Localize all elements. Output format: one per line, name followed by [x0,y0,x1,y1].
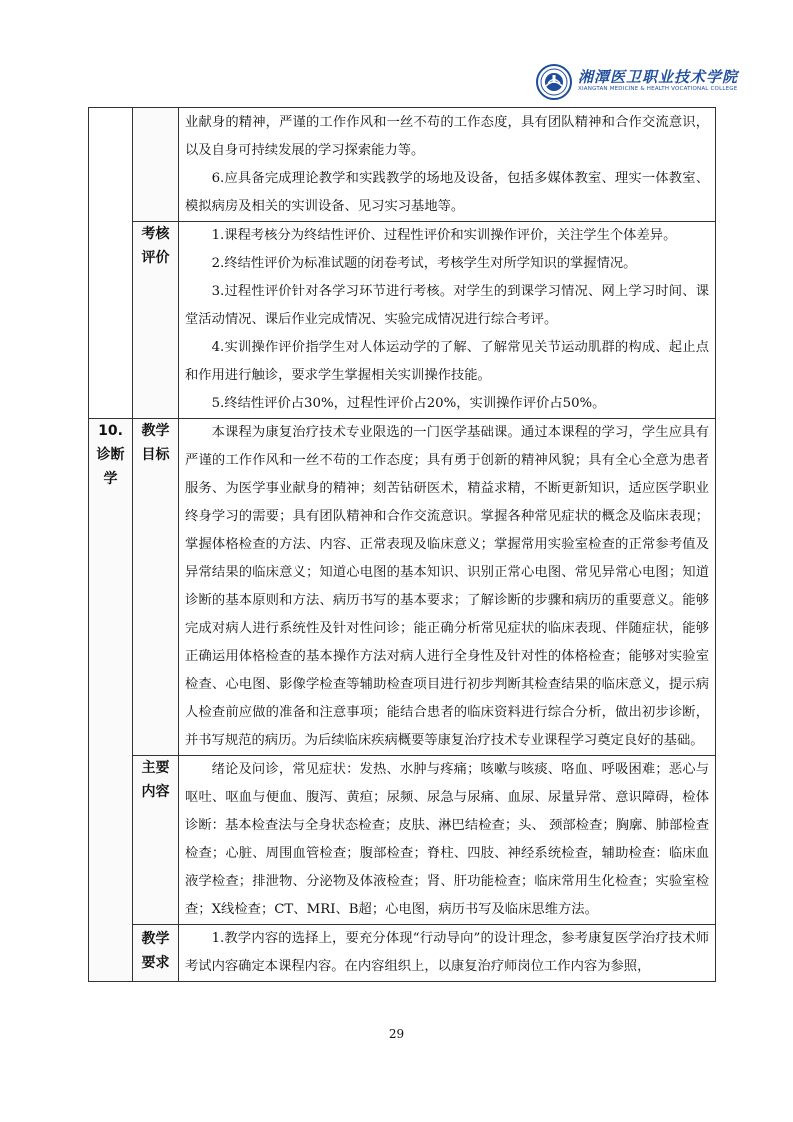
goals-text: 本课程为康复治疗技术专业限选的一门医学基础课。通过本课程的学习，学生应具有严谨的工作作风和一丝不苟的工作态度；具有勇于创新的精神风貌；具有全心全意为患者服务、为医学事业献身的精神；刻苦钻研医术，精益求精，不断更新知识，适应医学职业终身学习的需要；具有团队精神和合作交流意识。掌握各种常见症状的概念及临床表现；掌握体格检查的方法、内容、正常表现及临床意义；掌握常用实验室检查的正常参考值及异常结果的临床意义；知道心电图的基本知识、识别正常心电图、常见异常心电图；知道诊断的基本原则和方法、病历书写的基本要求；了解诊断的步骤和病历的重要意义。能够完成对病人进行系统性及针对性问诊；能正确分析常见症状的临床表现、伴随症状，能够正确运用体格检查的基本操作方法对病人进行全身性及针对性的体格检查；能够对实验室检查、心电图、影像学检查等辅助检查项目进行初步判断其检查结果的临床意义，提示病人检查前应做的准备和注意事项；能结合患者的临床资料进行综合分析，做出初步诊断，并书写规范的病历。为后续临床疾病概要等康复治疗技术专业课程学习奠定良好的基础。 [185,425,709,748]
requirements-content-cell [179,925,716,982]
requirements-label: 教学要求 [141,931,170,971]
conditions-label-cell [133,108,179,222]
assessment-paragraph: 4.实训操作评价指学生对人体运动学的了解、了解常见关节运动肌群的构成、起止点和作用进行触诊，要求学生掌握相关实训操作技能。 [185,340,709,383]
prev-course-cell [89,108,133,419]
assessment-paragraph: 5.终结性评价占30%，过程性评价占20%，实训操作评价占50%。 [211,396,606,411]
course-name-cell [89,419,133,982]
college-name-en: XIANGTAN MEDICINE & HEALTH VOCATIONAL COLLEGE [578,86,738,92]
requirements-text: 1.教学内容的选择上，要充分体现“行动导向”的设计理念，参考康复医学治疗技术师考试内容确定本课程内容。在内容组织上，以康复治疗师岗位工作内容为参照， [185,931,709,974]
conditions-paragraph: 业献身的精神，严谨的工作作风和一丝不苟的工作态度，具有团队精神和合作交流意识，以及自身可持续发展的学习探索能力等。 [185,115,709,158]
table-row [89,756,716,925]
conditions-paragraph: 6.应具备完成理论教学和实践教学的场地及设备，包括多媒体教室、理实一体教室、模拟病房及相关的实训设备、见习实习基地等。 [185,171,709,214]
assessment-paragraph: 2.终结性评价为标准试题的闭卷考试，考核学生对所学知识的掌握情况。 [211,256,637,271]
assessment-paragraph: 1.课程考核分为终结性评价、过程性评价和实训操作评价，关注学生个体差异。 [211,228,677,243]
college-logo-icon [536,64,572,100]
assessment-label: 考核评价 [141,226,170,266]
content-label: 主要内容 [141,760,170,800]
course-table [88,107,716,982]
page-header [0,0,793,110]
table-row [89,419,716,756]
assessment-label-cell [133,222,179,419]
course-name: 诊断学 [96,447,125,487]
table-row [89,925,716,982]
goals-label-cell [133,419,179,756]
goals-content-cell [179,419,716,756]
content-content-cell [179,756,716,925]
goals-label: 教学目标 [141,423,170,463]
course-number: 10. [98,423,123,439]
content-label-cell [133,756,179,925]
requirements-label-cell [133,925,179,982]
table-row [89,108,716,222]
table-row [89,222,716,419]
conditions-content-cell [179,108,716,222]
assessment-content-cell [179,222,716,419]
page-number: 29 [388,1027,405,1041]
assessment-paragraph: 3.过程性评价针对各学习环节进行考核。对学生的到课学习情况、网上学习时间、课堂活动情况、课后作业完成情况、实验完成情况进行综合考评。 [185,284,709,327]
college-name-cn: 湘潭医卫职业技术学院 [578,68,739,86]
content-text: 绪论及问诊，常见症状：发热、水肿与疼痛；咳嗽与咳痰、咯血、呼吸困难；恶心与呕吐、呕血与便血、腹泻、黄疸；尿频、尿急与尿痛、血尿、尿量异常、意识障碍，检体诊断：基本检查法与全身状态检查；皮肤、淋巴结检查；头、 颈部检查；胸廓、肺部检查检查；心脏、周围血管检查；腹部检查；脊柱、四肢、神经系统检查，辅助检查：临床血液学检查；排泄物、分泌物及体液检查；肾、肝功能检查；临床常用生化检查；实验室检查；X线检查；CT、MRI、B超；心电图，病历书写及临床思维方法。 [185,762,709,917]
